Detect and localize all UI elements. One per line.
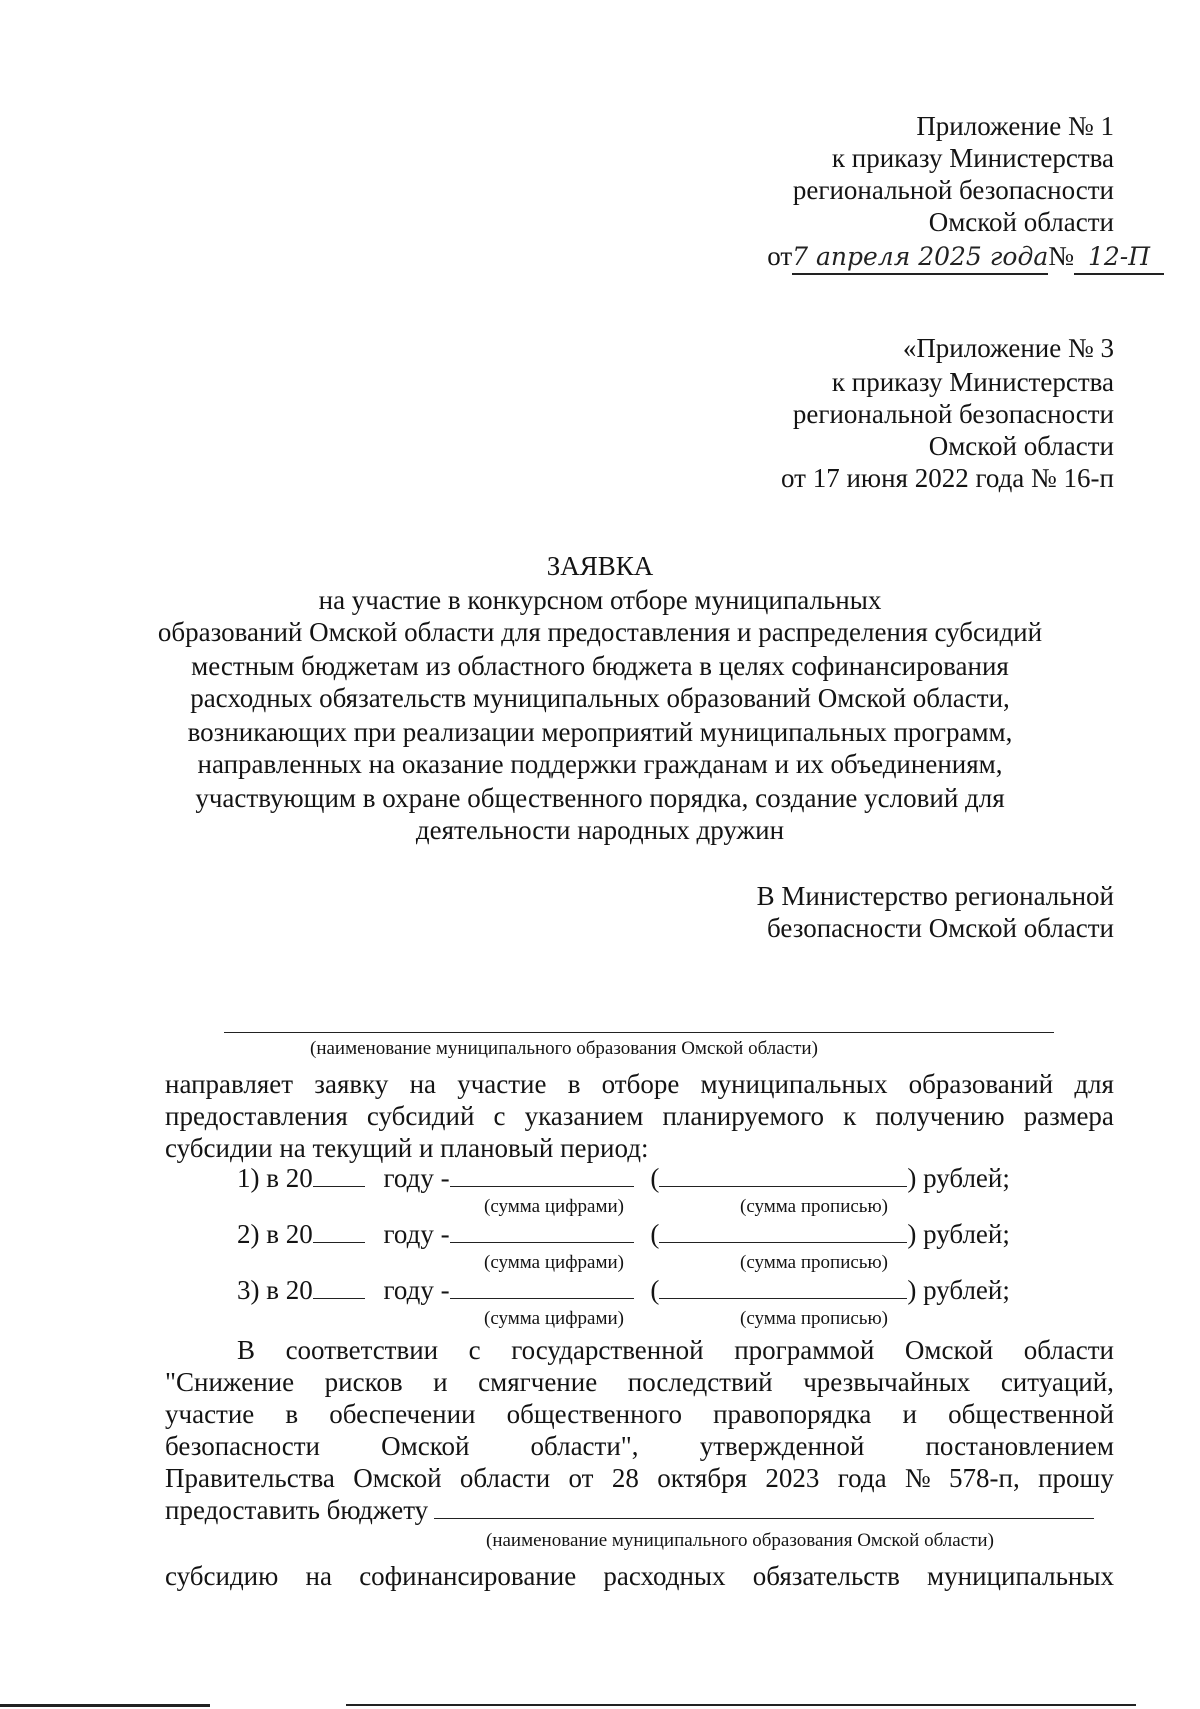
caption-words: (сумма прописью) xyxy=(740,1308,888,1329)
digits-blank xyxy=(450,1164,634,1187)
paragraph-line: предоставления субсидий с указанием планируемого к получению размера xyxy=(165,1101,1114,1131)
old-appendix-ministry-line: региональной безопасности xyxy=(792,399,1114,429)
caption-municipality: (наименование муниципального образования Омской области) xyxy=(310,1038,818,1059)
year-row-1: 1) в 20 году - ( ) рублей; xyxy=(237,1163,1010,1193)
caption-digits: (сумма цифрами) xyxy=(484,1308,624,1329)
caption-words: (сумма прописью) xyxy=(740,1252,888,1273)
old-appendix-order-line: к приказу Министерства xyxy=(831,367,1114,397)
words-blank xyxy=(659,1164,907,1187)
year-blank xyxy=(313,1220,365,1243)
title-line: деятельности народных дружин xyxy=(415,815,785,845)
paragraph-line: направляет заявку на участие в отборе муниципальных образований для xyxy=(165,1069,1114,1099)
number-sign: № xyxy=(1048,241,1074,271)
caption-words: (сумма прописью) xyxy=(740,1196,888,1217)
appendix-date-line xyxy=(767,240,1164,275)
title-line: участвующим в охране общественного порядка, создание условий для xyxy=(195,783,1005,813)
year-blank xyxy=(313,1164,365,1187)
budget-blank xyxy=(434,1496,1094,1519)
paragraph-line: "Снижение рисков и смягчение последствий чрезвычайных ситуаций, xyxy=(165,1367,1114,1397)
words-blank xyxy=(659,1220,907,1243)
municipality-blank-line xyxy=(224,1032,1054,1033)
digits-blank xyxy=(450,1276,634,1299)
title-line: местным бюджетам из областного бюджета в целях софинансирования xyxy=(191,651,1009,681)
title-line: возникающих при реализации мероприятий муниципальных программ, xyxy=(187,717,1013,747)
date-prefix: от xyxy=(767,241,793,271)
handwritten-date: 7 апреля 2025 года xyxy=(792,241,1048,275)
old-appendix-date-line: от 17 июня 2022 года № 16-п xyxy=(781,463,1114,493)
scan-edge-line xyxy=(0,1704,210,1707)
title-line: расходных обязательств муниципальных образований Омской области, xyxy=(190,683,1010,713)
appendix-region-line: Омской области xyxy=(928,207,1114,237)
addressee-line: безопасности Омской области xyxy=(767,913,1114,943)
appendix-order-line: к приказу Министерства xyxy=(831,143,1114,173)
paragraph-line: безопасности Омской области", утвержденной постановлением xyxy=(165,1431,1114,1461)
paragraph-line: предоставить бюджету xyxy=(165,1494,1094,1526)
digits-blank xyxy=(450,1220,634,1243)
title-line: на участие в конкурсном отборе муниципальных xyxy=(318,585,882,615)
year-row-2: 2) в 20 году - ( ) рублей; xyxy=(237,1219,1010,1249)
appendix-ministry-line: региональной безопасности xyxy=(792,175,1114,205)
addressee-line: В Министерство региональной xyxy=(756,881,1114,911)
paragraph-line: Правительства Омской области от 28 октября 2023 года № 578-п, прошу xyxy=(165,1463,1114,1493)
caption-municipality: (наименование муниципального образования Омской области) xyxy=(486,1530,994,1551)
appendix-number: Приложение № 1 xyxy=(916,111,1114,141)
year-row-3: 3) в 20 году - ( ) рублей; xyxy=(237,1275,1010,1305)
paragraph-line: субсидии на текущий и плановый период: xyxy=(165,1133,649,1163)
year-blank xyxy=(313,1276,365,1299)
title-line: направленных на оказание поддержки гражданам и их объединениям, xyxy=(197,749,1003,779)
words-blank xyxy=(659,1276,907,1299)
paragraph-line: субсидию на софинансирование расходных обязательств муниципальных xyxy=(165,1561,1114,1591)
caption-digits: (сумма цифрами) xyxy=(484,1196,624,1217)
document-title: ЗАЯВКА xyxy=(546,551,654,581)
paragraph-line: В соответствии с государственной программой Омской области xyxy=(237,1335,1114,1365)
scan-edge-line xyxy=(346,1704,1136,1706)
handwritten-number: 12-П xyxy=(1074,241,1164,275)
old-appendix-region-line: Омской области xyxy=(928,431,1114,461)
paragraph-line: участие в обеспечении общественного правопорядка и общественной xyxy=(165,1399,1114,1429)
title-line: образований Омской области для предоставления и распределения субсидий xyxy=(157,617,1043,647)
caption-digits: (сумма цифрами) xyxy=(484,1252,624,1273)
old-appendix-number: «Приложение № 3 xyxy=(902,333,1114,363)
